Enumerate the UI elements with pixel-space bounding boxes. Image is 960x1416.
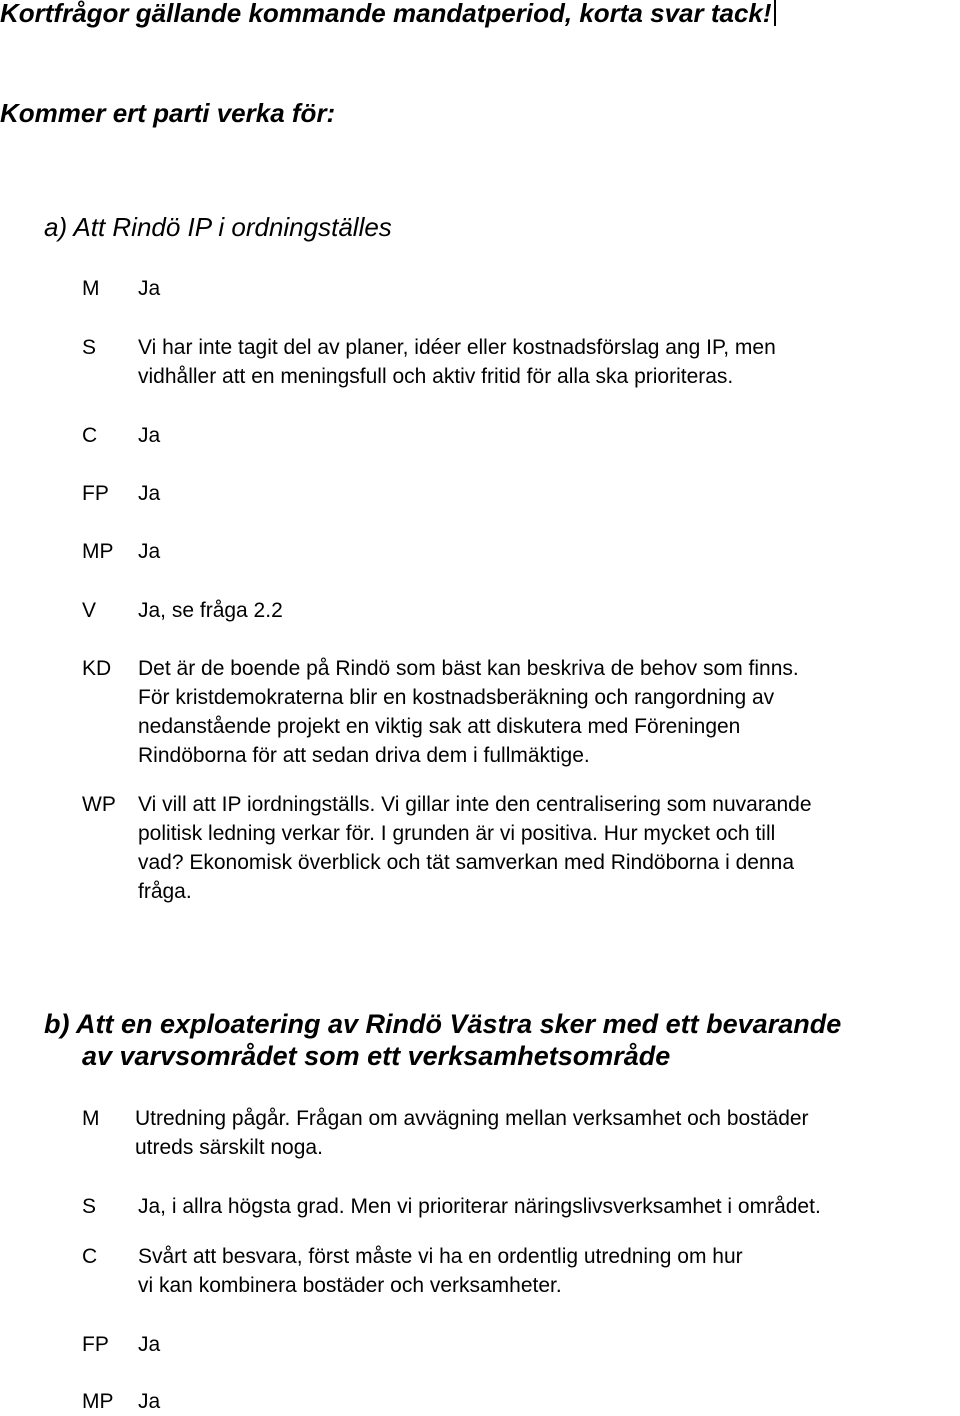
answer-line: Det är de boende på Rindö som bäst kan beskriva de behov som finns. [138, 657, 799, 680]
answer-line: vad? Ekonomisk överblick och tät samverkan med Rindöborna i denna [138, 851, 795, 874]
party-label-wp: WP [82, 793, 116, 816]
answer-b-s [138, 1192, 821, 1221]
answer-line: Ja [138, 482, 161, 505]
party-label-fp: FP [82, 482, 109, 505]
answer-line: politisk ledning verkar för. I grunden är vi positiva. Hur mycket och till [138, 822, 776, 845]
answer-line: Ja [138, 540, 161, 563]
answer-line: Ja, se fråga 2.2 [138, 599, 283, 622]
question-b-title-line1: b) Att en exploatering av Rindö Västra sker med ett bevarande [44, 1009, 842, 1039]
page-heading [0, 0, 776, 28]
party-label-fp: FP [82, 1333, 109, 1356]
answer-line: vidhåller att en meningsfull och aktiv fritid för alla ska prioriteras. [138, 365, 734, 388]
answer-line: utreds särskilt noga. [135, 1136, 323, 1159]
party-label-mp: MP [82, 1390, 114, 1413]
answer-a-mp [138, 537, 160, 566]
party-label-m: M [82, 1107, 100, 1130]
answer-line: För kristdemokraterna blir en kostnadsberäkning och rangordning av [138, 686, 775, 709]
answer-b-m [135, 1104, 809, 1162]
answer-b-mp [138, 1387, 160, 1416]
party-label-m: M [82, 277, 100, 300]
answer-line: Ja [138, 277, 161, 300]
answer-line: Utredning pågår. Frågan om avvägning mellan verksamhet och bostäder [135, 1107, 809, 1130]
party-label-s: S [82, 1195, 97, 1218]
answer-line: nedanstående projekt en viktig sak att diskutera med Föreningen [138, 715, 741, 738]
answer-line: Svårt att besvara, först måste vi ha en ordentlig utredning om hur [138, 1245, 743, 1268]
answer-line: fråga. [138, 880, 192, 903]
answer-line: Rindöborna för att sedan driva dem i fullmäktige. [138, 744, 590, 767]
question-b-title [44, 1008, 841, 1072]
intro-text: Kommer ert parti verka för: [0, 98, 336, 128]
party-label-c: C [82, 424, 98, 447]
answer-b-c [138, 1242, 743, 1300]
answer-line: Ja [138, 1390, 161, 1413]
question-a-title: a) Att Rindö IP i ordningställes [44, 212, 392, 242]
answer-line: Ja [138, 424, 161, 447]
party-label-s: S [82, 336, 97, 359]
page-heading-text: Kortfrågor gällande kommande mandatperiod, korta svar tack! [0, 0, 772, 28]
answer-a-v [138, 596, 283, 625]
question-b-title-line2: av varvsområdet som ett verksamhetsområde [82, 1041, 671, 1071]
answer-a-kd [138, 654, 799, 770]
party-label-c: C [82, 1245, 98, 1268]
answer-line: Vi vill att IP iordningställs. Vi gillar inte den centralisering som nuvarande [138, 793, 812, 816]
party-label-kd: KD [82, 657, 112, 680]
answer-line: Vi har inte tagit del av planer, idéer eller kostnadsförslag ang IP, men [138, 336, 776, 359]
text-cursor [774, 0, 776, 26]
answer-line: Ja, i allra högsta grad. Men vi prioriterar näringslivsverksamhet i området. [138, 1195, 821, 1218]
answer-line: vi kan kombinera bostäder och verksamheter. [138, 1274, 562, 1297]
answer-a-c [138, 421, 160, 450]
answer-a-s [138, 333, 776, 391]
answer-a-fp [138, 479, 160, 508]
answer-a-wp [138, 790, 812, 906]
answer-line: Ja [138, 1333, 161, 1356]
party-label-v: V [82, 599, 97, 622]
answer-a-m [138, 274, 160, 303]
answer-b-fp [138, 1330, 160, 1359]
party-label-mp: MP [82, 540, 114, 563]
